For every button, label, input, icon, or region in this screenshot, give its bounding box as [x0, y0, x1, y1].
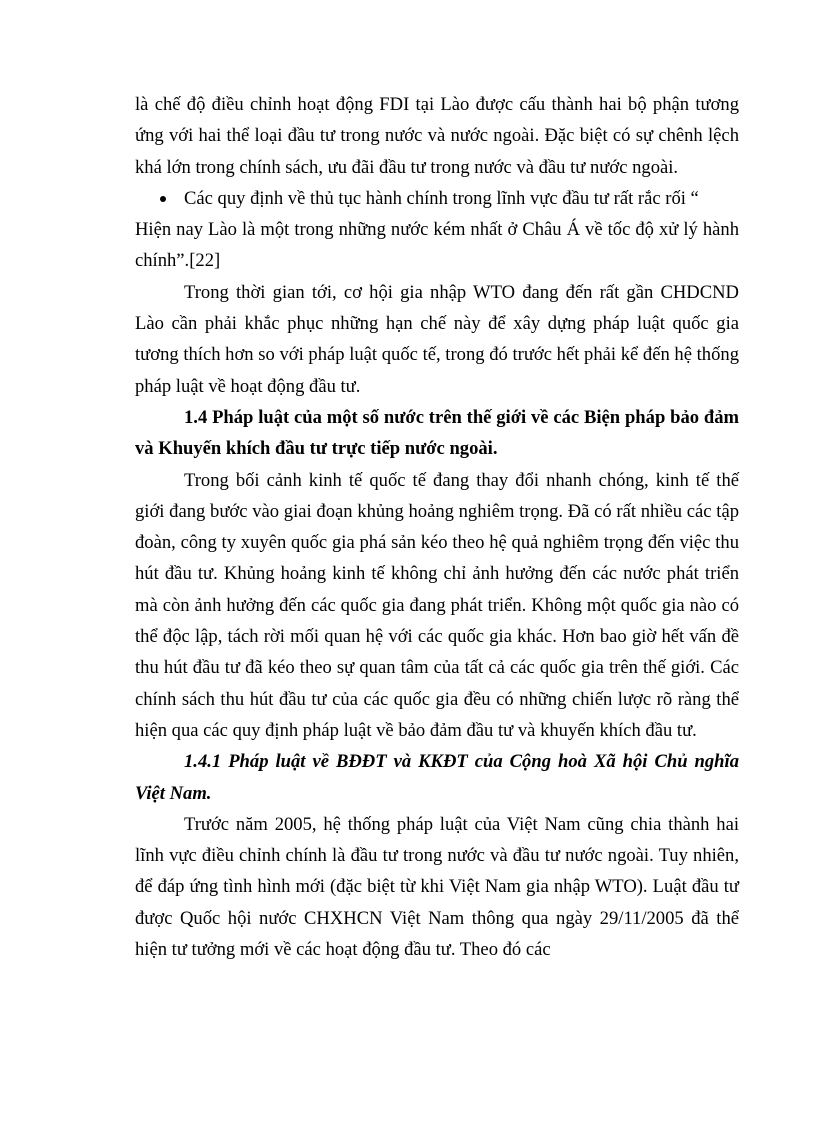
paragraph-fdi-laos: là chế độ điều chỉnh hoạt động FDI tại Lào được cấu thành hai bộ phận tương ứng với hai thể loại đầu tư trong nước và nước ngoài. Đặc biệt có sự chênh lệch khá lớn trong chính sách, ưu đãi đầu tư trong nước và đầu tư nước ngoài.	[135, 94, 739, 178]
paragraph-global-context: Trong bối cảnh kinh tế quốc tế đang thay đổi nhanh chóng, kinh tế thế giới đang bước vào giai đoạn khủng hoảng nghiêm trọng. Đã có rất nhiều các tập đoàn, công ty xuyên quốc gia phá sản kéo theo hệ quả nghiêm trọng đến việc thu hút đầu tư. Khủng hoảng kinh tế không chỉ ảnh hưởng đến các nước phát triển mà còn ảnh hưởng đến các quốc gia đang phát triển. Không một quốc gia nào có thể độc lập, tách rời mối quan hệ với các quốc gia khác. Hơn bao giờ hết vấn đề thu hút đầu tư đã kéo theo sự quan tâm của tất cả các quốc gia trên thế giới. Các chính sách thu hút đầu tư của các quốc gia đều có những chiến lược rõ ràng thể hiện qua các quy định pháp luật về bảo đảm đầu tư và khuyến khích đầu tư.	[135, 469, 739, 741]
bullet-item-admin-procedures	[135, 183, 739, 277]
bullet-continuation: Hiện nay Lào là một trong những nước kém nhất ở Châu Á về tốc độ xử lý hành chính”.[22]	[135, 219, 739, 272]
paragraph-vietnam-law: Trước năm 2005, hệ thống pháp luật của Việt Nam cũng chia thành hai lĩnh vực điều chỉnh chính là đầu tư trong nước và đầu tư nước ngoài. Tuy nhiên, để đáp ứng tình hình mới (đặc biệt từ khi Việt Nam gia nhập WTO). Luật đầu tư được Quốc hội nước CHXHCN Việt Nam thông qua ngày 29/11/2005 đã thể hiện tư tưởng mới về các hoạt động đầu tư. Theo đó các	[135, 813, 739, 961]
paragraph-wto-accession: Trong thời gian tới, cơ hội gia nhập WTO đang đến rất gần CHDCND Lào cần phải khắc phục những hạn chế này để xây dựng pháp luật quốc gia tương thích hơn so với pháp luật quốc tế, trong đó trước hết phải kể đến hệ thống pháp luật về hoạt động đầu tư.	[135, 281, 739, 397]
body-text	[135, 89, 739, 965]
bullet-dot-icon	[160, 196, 166, 202]
section-heading-1-4-1: 1.4.1 Pháp luật về BĐĐT và KKĐT của Cộng hoà Xã hội Chủ nghĩa Việt Nam.	[135, 751, 739, 804]
bullet-first-line: Các quy định về thủ tục hành chính trong lĩnh vực đầu tư rất rắc rối “	[184, 187, 699, 209]
section-heading-1-4: 1.4 Pháp luật của một số nước trên thế giới về các Biện pháp bảo đảm và Khuyến khích đầu tư trực tiếp nước ngoài.	[135, 406, 739, 460]
